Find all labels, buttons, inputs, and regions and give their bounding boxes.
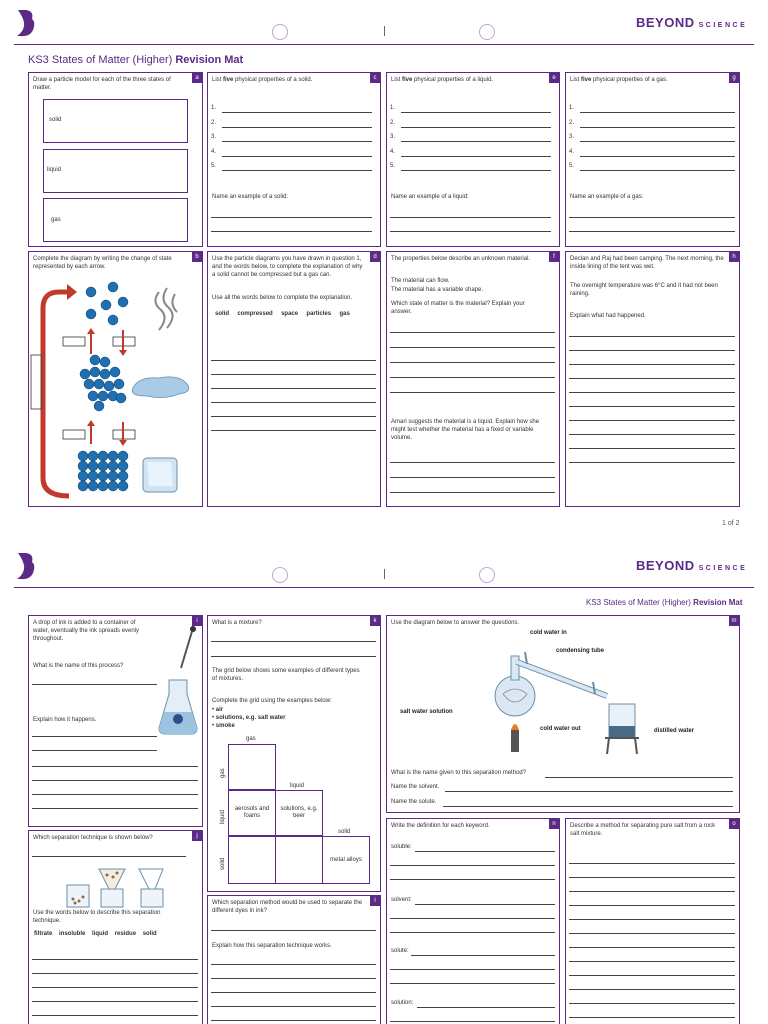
question-tag: j [192, 831, 202, 841]
question-text: Which separation method would be used to separate the different dyes in ink? [212, 900, 363, 914]
answer-line[interactable] [401, 141, 551, 142]
answer-line[interactable] [417, 1007, 555, 1008]
question-tag: d [370, 252, 380, 262]
answer-line[interactable] [32, 1001, 198, 1002]
question-2: Name the solvent. [391, 784, 440, 790]
answer-line[interactable] [222, 170, 372, 171]
answer-line[interactable] [222, 112, 372, 113]
answer-line[interactable] [32, 987, 198, 988]
answer-line[interactable] [211, 416, 376, 417]
answer-line[interactable] [569, 392, 735, 393]
question-g [565, 72, 740, 247]
ink-flask-icon [153, 624, 201, 736]
question-text: List five physical properties of a solid. [212, 77, 313, 83]
answer-line[interactable] [415, 904, 555, 905]
page-number: 1 of 2 [722, 520, 740, 527]
question-text: Use the particle diagrams you have drawn in question 1, and the words below, to complete the explanation of why a solid cannot be compressed but a gas can. [212, 256, 363, 278]
answer-line[interactable] [211, 360, 376, 361]
beyond-logo-icon [14, 8, 36, 38]
answer-line[interactable] [390, 217, 551, 218]
answer-line[interactable] [569, 336, 735, 337]
answer-line[interactable] [32, 794, 198, 795]
question-text: List five physical properties of a gas. [570, 77, 668, 83]
answer-number: 5. [569, 163, 575, 169]
question-text: Draw a particle model for each of the three states of matter. [33, 77, 171, 91]
answer-line[interactable] [211, 641, 376, 642]
question-k [207, 615, 381, 892]
word-bank: solid compressed space particles gas [215, 311, 350, 317]
grid-instruction: Complete the grid using the examples below: [212, 698, 332, 704]
page-title: KS3 States of Matter (Higher) Revision Mat [28, 54, 244, 66]
answer-line[interactable] [569, 975, 735, 976]
question-tag: k [370, 616, 380, 626]
answer-line[interactable] [211, 402, 376, 403]
answer-line[interactable] [569, 1017, 735, 1018]
example-item: • solutions, e.g. salt water [212, 714, 285, 722]
question-m [386, 615, 740, 813]
word-bank: filtrate insoluble liquid residue solid [34, 931, 157, 937]
answer-line[interactable] [569, 891, 735, 892]
question-l [207, 895, 381, 1024]
example-item: • smoke [212, 722, 285, 730]
answer-line[interactable] [390, 879, 555, 880]
question-h [565, 251, 740, 507]
registration-mark [479, 567, 495, 583]
grid-col-gas: gas [246, 736, 256, 742]
answer-line[interactable] [32, 684, 157, 685]
registration-bar [384, 569, 385, 579]
question-b [28, 251, 203, 507]
answer-line[interactable] [211, 978, 376, 979]
answer-number: 2. [390, 120, 396, 126]
liquid-drawing-box[interactable] [43, 149, 188, 193]
registration-mark [479, 24, 495, 40]
answer-line[interactable] [32, 856, 186, 857]
keyword-soluble: soluble: [391, 844, 412, 850]
question-tag: l [370, 896, 380, 906]
answer-line[interactable] [390, 1021, 555, 1022]
answer-line[interactable] [32, 1015, 198, 1016]
example-item: • air [212, 706, 285, 714]
question-text: Which state of matter is the material? Explain your answer. [391, 301, 525, 315]
answer-number: 4. [211, 149, 217, 155]
answer-line[interactable] [32, 973, 198, 974]
answer-number: 4. [569, 149, 575, 155]
question-tag: m [729, 616, 739, 626]
answer-line[interactable] [569, 462, 735, 463]
instruction-text: Use the words below to describe this separation technique. [33, 910, 161, 924]
answer-number: 3. [211, 134, 217, 140]
answer-line[interactable] [569, 420, 735, 421]
grid-cell-solid-solid[interactable]: metal alloys [322, 836, 370, 884]
answer-line[interactable] [401, 112, 551, 113]
question-text: What is the name of this process? [33, 663, 124, 669]
keyword-solution: solution: [391, 1000, 414, 1006]
registration-mark [272, 24, 288, 40]
question-f [386, 251, 560, 507]
example-prompt: Name an example of a gas: [570, 194, 644, 200]
answer-line[interactable] [390, 918, 555, 919]
answer-number: 5. [390, 163, 396, 169]
answer-line[interactable] [569, 863, 735, 864]
question-tag: h [729, 252, 739, 262]
answer-line[interactable] [32, 959, 198, 960]
grid-cell-liquid-gas[interactable]: aerosols and foams [228, 790, 276, 836]
answer-line[interactable] [390, 392, 555, 393]
answer-line[interactable] [211, 388, 376, 389]
answer-line[interactable] [211, 1020, 376, 1021]
question-text: Which separation technique is shown below? [33, 835, 153, 841]
brand-name: BEYOND SCIENCE [636, 15, 748, 30]
filtration-diagram [63, 865, 173, 909]
question-3: Name the solute. [391, 799, 437, 805]
solid-drawing-box[interactable] [43, 99, 188, 143]
question-n [386, 818, 560, 1024]
answer-line[interactable] [211, 656, 376, 657]
answer-line[interactable] [32, 808, 198, 809]
answer-line[interactable] [211, 374, 376, 375]
question-j [28, 830, 203, 1024]
answer-line[interactable] [390, 377, 555, 378]
grid-col-liquid: liquid [290, 783, 305, 789]
answer-line[interactable] [569, 919, 735, 920]
answer-number: 2. [211, 120, 217, 126]
answer-line[interactable] [569, 961, 735, 962]
answer-line[interactable] [211, 1006, 376, 1007]
answer-line[interactable] [401, 127, 551, 128]
example-list [212, 706, 285, 730]
answer-line[interactable] [580, 170, 735, 171]
answer-number: 2. [569, 120, 575, 126]
liquid-label: liquid [47, 167, 62, 173]
answer-line[interactable] [569, 933, 735, 934]
answer-line[interactable] [445, 791, 733, 792]
salt-water-label: salt water solution [400, 709, 453, 715]
question-tag: f [549, 252, 559, 262]
question-text: Use the diagram below to answer the questions. [391, 620, 520, 626]
question-1: What is the name given to this separation method? [391, 770, 527, 776]
condensing-tube-label: condensing tube [556, 648, 604, 654]
question-tag: o [729, 819, 739, 829]
answer-number: 1. [390, 105, 396, 111]
cold-water-out-label: cold water out [540, 726, 581, 732]
question-text-2: Explain how this separation technique works. [212, 943, 332, 949]
question-tag: n [549, 819, 559, 829]
registration-bar [384, 26, 385, 36]
property-1: The material can flow. [391, 278, 450, 284]
intro-text: The properties below describe an unknown material. [391, 256, 531, 262]
cold-water-in-label: cold water in [530, 630, 567, 636]
answer-line[interactable] [569, 231, 735, 232]
answer-line[interactable] [390, 932, 555, 933]
question-a [28, 72, 203, 247]
answer-line[interactable] [569, 434, 735, 435]
grid-row-gas: gas [220, 768, 226, 778]
answer-line[interactable] [390, 492, 555, 493]
page-title: KS3 States of Matter (Higher) Revision Mat [586, 598, 743, 607]
question-e [386, 72, 560, 247]
answer-number: 1. [211, 105, 217, 111]
question-tag: b [192, 252, 202, 262]
answer-line[interactable] [443, 806, 733, 807]
answer-line[interactable] [211, 992, 376, 993]
question-tag: i [192, 616, 202, 626]
answer-number: 4. [390, 149, 396, 155]
answer-line[interactable] [32, 750, 157, 751]
question-tag: g [729, 73, 739, 83]
beyond-logo-icon [14, 551, 36, 581]
question-text: What is a mixture? [212, 620, 262, 626]
gas-drawing-box[interactable] [43, 198, 188, 242]
question-tag: a [192, 73, 202, 83]
answer-line[interactable] [390, 332, 555, 333]
answer-line[interactable] [569, 1003, 735, 1004]
answer-line[interactable] [569, 378, 735, 379]
answer-line[interactable] [390, 969, 555, 970]
answer-line[interactable] [222, 156, 372, 157]
question-c [207, 72, 381, 247]
answer-line[interactable] [211, 231, 372, 232]
question-tag: e [549, 73, 559, 83]
solid-label: solid [49, 117, 62, 123]
answer-line[interactable] [390, 362, 555, 363]
question-text-2: Explain how it happens. [33, 717, 97, 723]
answer-line[interactable] [390, 462, 555, 463]
answer-line[interactable] [569, 217, 735, 218]
answer-line[interactable] [390, 477, 555, 478]
distilled-water-label: distilled water [654, 728, 695, 734]
scenario-text: Declan and Raj had been camping. The next morning, the inside lining of the tent was wet. [570, 256, 724, 270]
scenario-text-2: The overnight temperature was 6°C and it had not been raining. [570, 283, 718, 297]
answer-line[interactable] [580, 156, 735, 157]
answer-line[interactable] [222, 141, 372, 142]
answer-line[interactable] [390, 983, 555, 984]
keyword-solute: solute: [391, 948, 409, 954]
answer-line[interactable] [569, 406, 735, 407]
answer-line[interactable] [222, 127, 372, 128]
answer-line[interactable] [401, 156, 551, 157]
example-prompt: Name an example of a solid: [212, 194, 289, 200]
answer-line[interactable] [580, 141, 735, 142]
answer-line[interactable] [390, 231, 551, 232]
grid-cell-gas-gas[interactable] [228, 744, 276, 790]
question-text: Complete the diagram by writing the change of state represented by each arrow. [33, 256, 172, 270]
brand-name: BEYOND SCIENCE [636, 558, 748, 573]
answer-line[interactable] [32, 736, 157, 737]
answer-line[interactable] [32, 766, 198, 767]
answer-line[interactable] [569, 877, 735, 878]
header-divider [14, 587, 754, 588]
gas-label: gas [51, 217, 61, 223]
question-text-2: Amari suggests the material is a liquid. Explain how she might test whether the material has a fixed or variable volume. [391, 419, 540, 441]
answer-line[interactable] [211, 930, 376, 931]
answer-line[interactable] [569, 989, 735, 990]
answer-line[interactable] [401, 170, 551, 171]
answer-line[interactable] [569, 350, 735, 351]
answer-line[interactable] [569, 448, 735, 449]
question-i [28, 615, 203, 827]
answer-line[interactable] [211, 430, 376, 431]
grid-cell-solid-liquid[interactable] [275, 836, 323, 884]
answer-line[interactable] [211, 217, 372, 218]
grid-intro: The grid below shows some examples of different types of mixtures. [212, 668, 360, 682]
grid-row-liquid: liquid [220, 809, 226, 824]
answer-number: 3. [569, 134, 575, 140]
instruction-text: Use all the words below to complete the explanation. [212, 295, 353, 301]
question-text: Describe a method for separating pure salt from a rock salt mixture. [570, 823, 716, 837]
answer-line[interactable] [569, 947, 735, 948]
answer-line[interactable] [580, 127, 735, 128]
registration-mark [272, 567, 288, 583]
intro-text: A drop of ink is added to a container of water, eventually the ink spreads evenly throughout. [33, 620, 140, 642]
question-tag: c [370, 73, 380, 83]
question-o [565, 818, 740, 1024]
property-2: The material has a variable shape. [391, 287, 484, 293]
answer-line[interactable] [569, 364, 735, 365]
answer-line[interactable] [569, 905, 735, 906]
question-text: Explain what had happened. [570, 313, 646, 319]
answer-line[interactable] [390, 865, 555, 866]
answer-line[interactable] [211, 964, 376, 965]
keyword-solvent: solvent: [391, 897, 412, 903]
answer-line[interactable] [390, 347, 555, 348]
header-divider [14, 44, 754, 45]
change-of-state-diagram [29, 278, 201, 506]
answer-number: 3. [390, 134, 396, 140]
grid-col-solid: solid [338, 829, 351, 835]
grid-cell-liquid-liquid[interactable]: solutions, e.g. beer [275, 790, 323, 836]
answer-number: 1. [569, 105, 575, 111]
answer-number: 5. [211, 163, 217, 169]
answer-line[interactable] [580, 112, 735, 113]
question-text: Write the definition for each keyword. [391, 823, 490, 829]
question-text: List five physical properties of a liquid. [391, 77, 494, 83]
answer-line[interactable] [411, 955, 555, 956]
answer-line[interactable] [32, 780, 198, 781]
example-prompt: Name an example of a liquid: [391, 194, 469, 200]
question-d [207, 251, 381, 507]
answer-line[interactable] [545, 777, 733, 778]
grid-row-solid: solid [220, 857, 226, 870]
answer-line[interactable] [415, 851, 555, 852]
grid-cell-solid-gas[interactable] [228, 836, 276, 884]
